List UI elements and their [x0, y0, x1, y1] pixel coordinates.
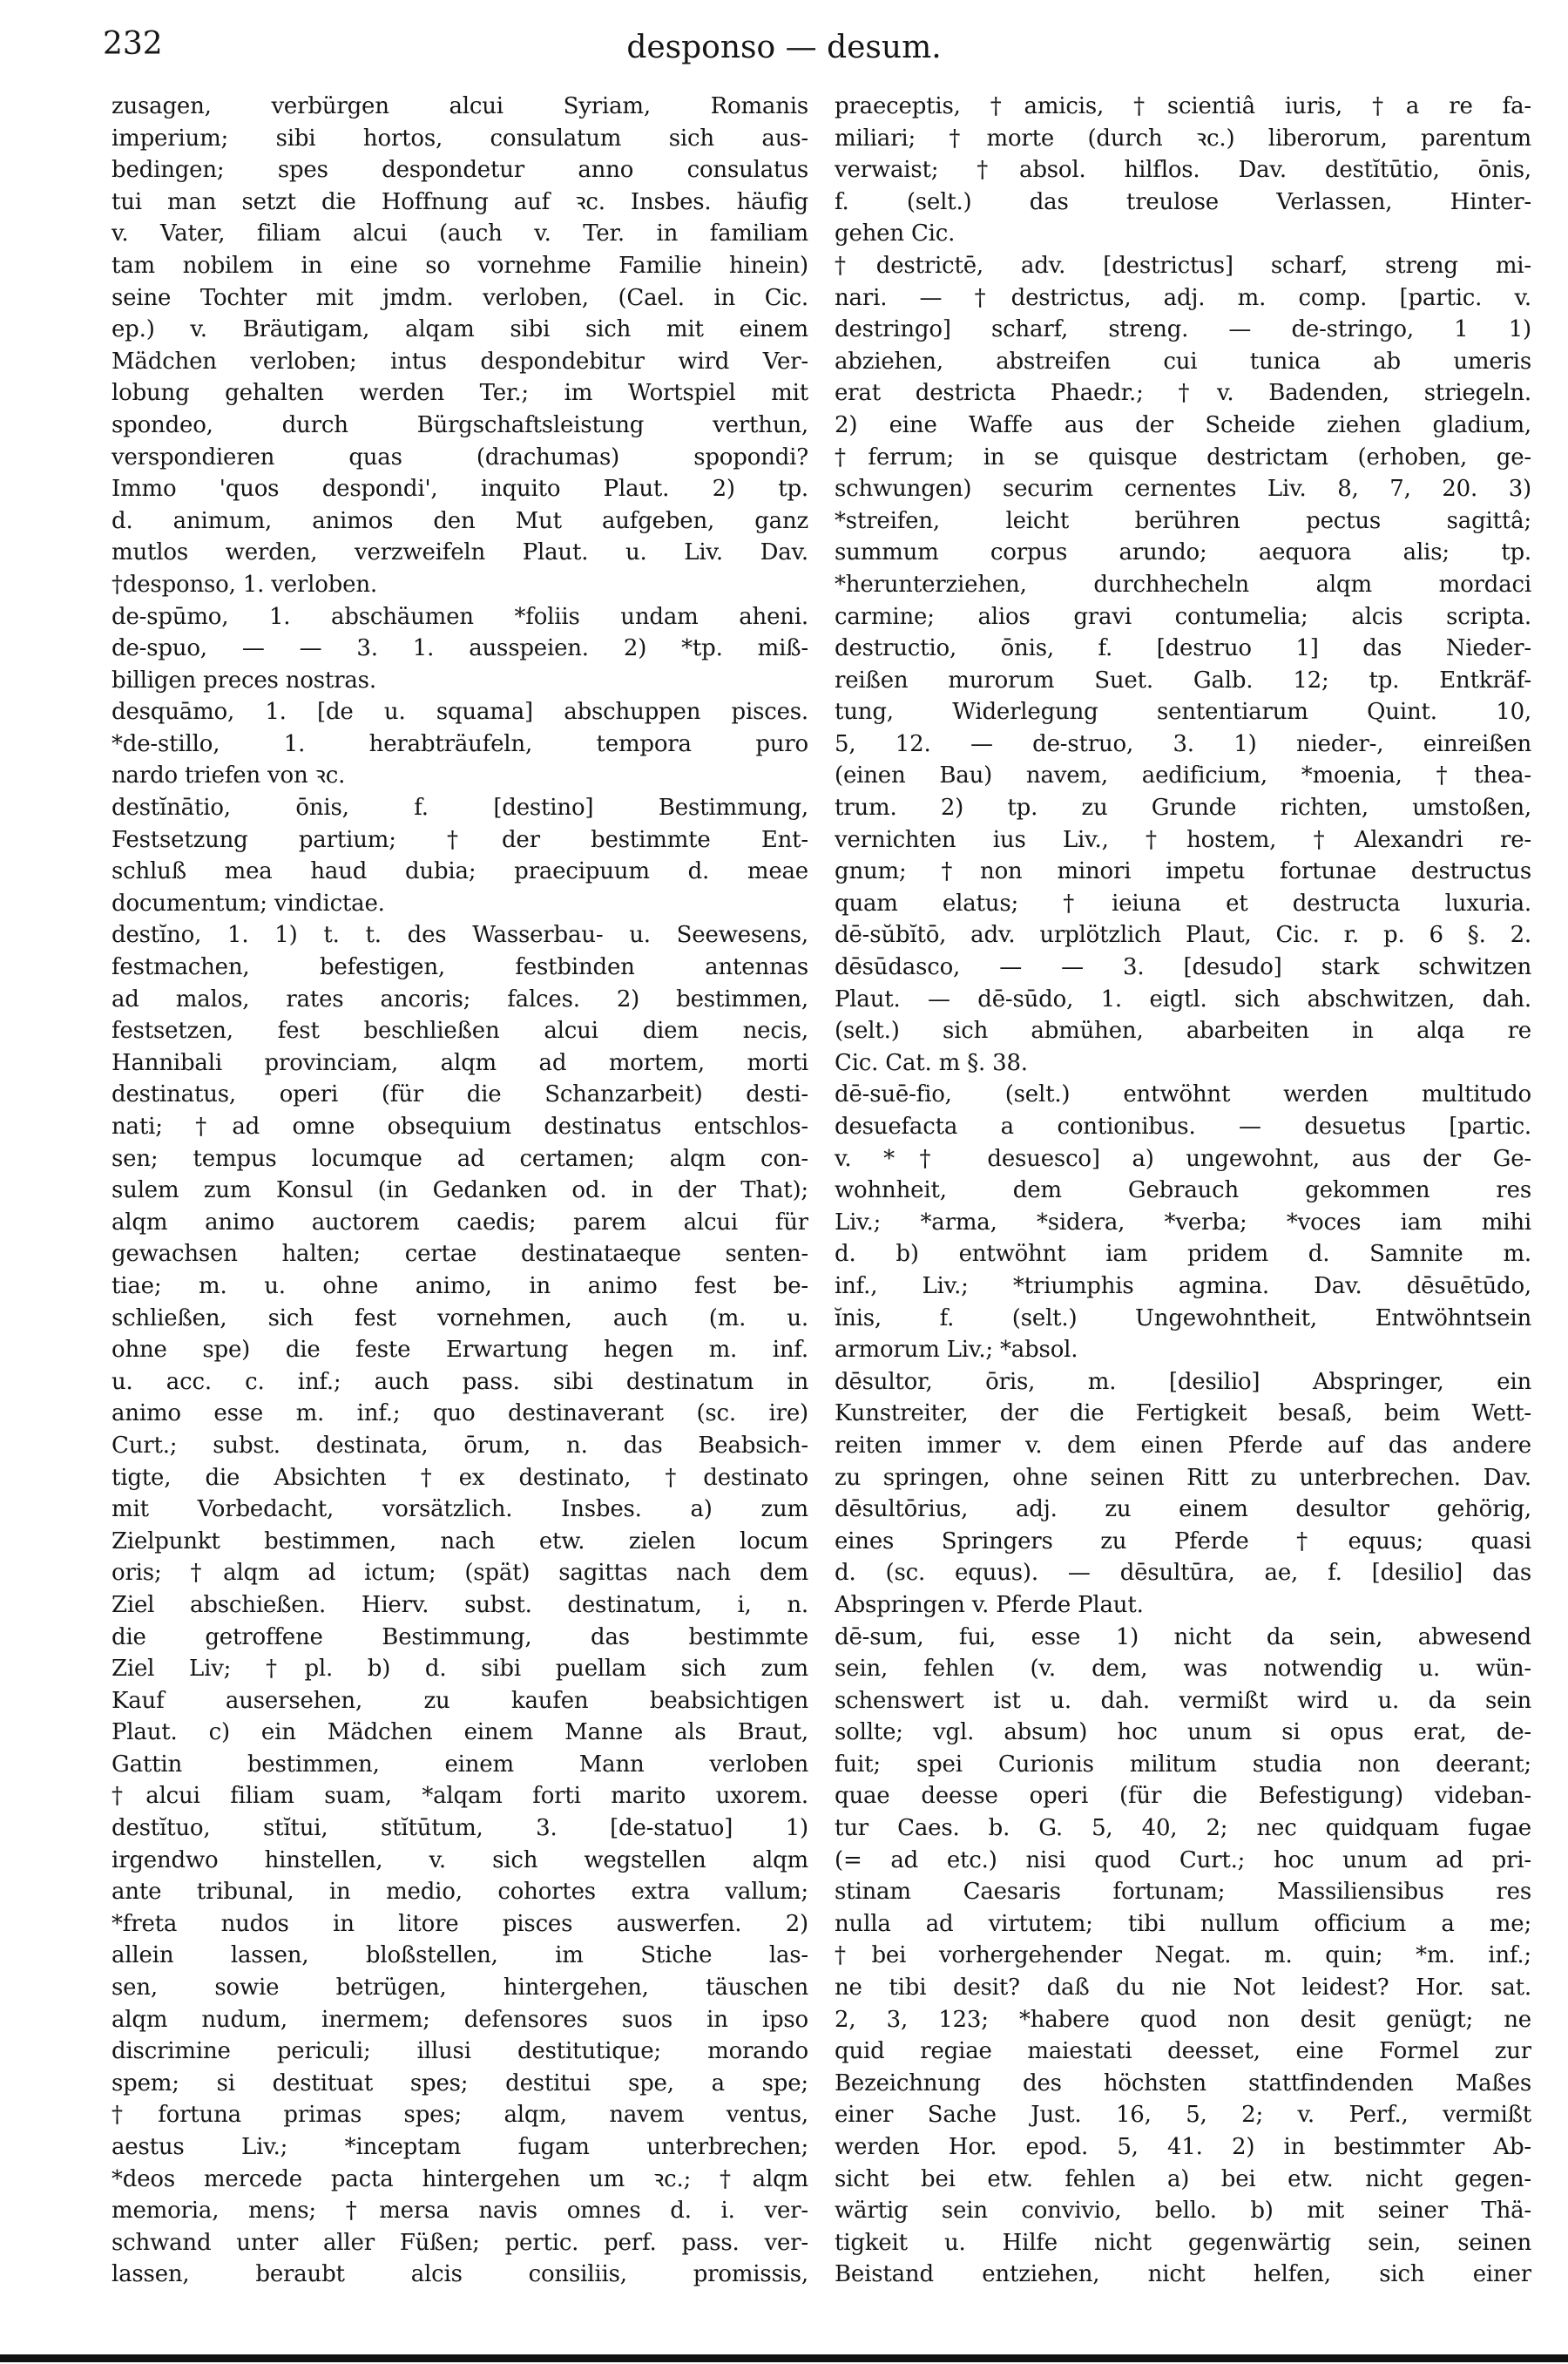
- text-line: reißen murorum Suet. Galb. 12; tp. Entkräf-: [835, 667, 1531, 694]
- text-line: †alcui filiam suam, *alqam forti marito uxorem.: [112, 1783, 808, 1810]
- text-line: †bei vorhergehender Negat. m. quin; *m. inf.;: [835, 1942, 1531, 1969]
- text-line: Hannibali provinciam, alqm ad mortem, morti: [112, 1049, 808, 1076]
- text-line: Abspringen v. Pferde Plaut.: [835, 1591, 1144, 1618]
- text-line: ad malos, rates ancoris; falces. 2) bestimmen,: [112, 986, 808, 1013]
- text-line: *freta nudos in litore pisces auswerfen. 2): [112, 1910, 808, 1937]
- text-line: destĭnātio, ōnis, f. [destino] Bestimmung,: [112, 795, 808, 822]
- text-line: destringo] scharf, streng. — de-stringo, 1 1): [835, 316, 1531, 343]
- text-line: d. animum, animos den Mut aufgeben, ganz: [112, 507, 808, 534]
- text-line: (selt.) sich abmühen, abarbeiten in alqa re: [835, 1018, 1531, 1045]
- text-line: dē-sum, fui, esse 1) nicht da sein, abwesend: [835, 1623, 1531, 1650]
- text-line: †fortuna primas spes; alqm, navem ventus,: [112, 2102, 808, 2129]
- text-line: d. (sc. equus). — dēsultūra, ae, f. [desilio] das: [835, 1560, 1531, 1587]
- text-line: reiten immer v. dem einen Pferde auf das andere: [835, 1432, 1531, 1459]
- text-line: †ferrum; in se quisque destrictam (erhoben, ge-: [835, 444, 1531, 471]
- text-line: quid regiae maiestati deesset, eine Formel zur: [835, 2038, 1531, 2065]
- text-line: verspondieren quas (drachumas) spopondi?: [112, 444, 808, 471]
- text-line: eines Springers zu Pferde †equus; quasi: [835, 1527, 1531, 1555]
- text-line: Ziel abschießen. Hierv. subst. destinatum, i, n.: [112, 1591, 808, 1618]
- text-line: nulla ad virtutem; tibi nullum officium a me;: [835, 1910, 1531, 1937]
- text-line: mit Vorbedacht, vorsätzlich. Insbes. a) zum: [112, 1496, 808, 1523]
- text-line: erat destricta Phaedr.; †v. Badenden, striegeln.: [835, 380, 1531, 407]
- text-line: Beistand entziehen, nicht helfen, sich einer: [835, 2261, 1531, 2288]
- text-line: sulem zum Konsul (in Gedanken od. in der That);: [112, 1177, 808, 1204]
- text-line: sen, sowie betrügen, hintergehen, täuschen: [112, 1975, 808, 2002]
- page-number: 232: [103, 26, 163, 62]
- running-head: desponso — desum.: [626, 30, 942, 65]
- text-line: zusagen, verbürgen alcui Syriam, Romanis: [112, 93, 808, 119]
- text-line: dēsūdasco, — — 3. [desudo] stark schwitzen: [835, 954, 1531, 981]
- text-line: (einen Bau) navem, aedificium, *moenia, †thea-: [835, 762, 1531, 789]
- text-line: summum corpus arundo; aequora alis; tp.: [835, 539, 1531, 566]
- text-line: ne tibi desit? daß du nie Not leidest? Hor. sat.: [835, 1975, 1531, 2002]
- text-line: schwungen) securim cernentes Liv. 8, 7, 20. 3): [835, 476, 1531, 503]
- text-line: seine Tochter mit jmdm. verloben, (Cael. in Cic.: [112, 284, 808, 311]
- text-line: destinatus, operi (für die Schanzarbeit) desti-: [112, 1081, 808, 1108]
- text-line: 5, 12. — de-struo, 3. 1) nieder-, einreißen: [835, 730, 1531, 757]
- text-line: Zielpunkt bestimmen, nach etw. zielen locum: [112, 1527, 808, 1555]
- text-line: nari. — †destrictus, adj. m. comp. [partic. v.: [835, 284, 1531, 311]
- text-line: Kunstreiter, der die Fertigkeit besaß, beim Wett-: [835, 1400, 1531, 1427]
- text-line: quae deesse operi (für die Befestigung) videban-: [835, 1783, 1531, 1810]
- text-line: zu springen, ohne seinen Ritt zu unterbrechen. Dav.: [835, 1464, 1531, 1491]
- text-line: desquāmo, 1. [de u. squama] abschuppen pisces.: [112, 699, 808, 726]
- text-line: alqm nudum, inermem; defensores suos in ipso: [112, 2006, 808, 2033]
- right-column: [835, 91, 1531, 2291]
- text-line: destĭno, 1. 1) t. t. des Wasserbau- u. Seewesens,: [112, 922, 808, 949]
- text-line: †desponso, 1. verloben.: [112, 571, 377, 598]
- text-line: tui man setzt die Hoffnung auf ꝛc. Insbes. häufig: [112, 188, 808, 215]
- scan-border: [0, 2354, 1568, 2362]
- text-line: festsetzen, fest beschließen alcui diem necis,: [112, 1018, 808, 1045]
- text-line: Mädchen verloben; intus despondebitur wird Ver-: [112, 348, 808, 375]
- text-line: v. *† desuesco] a) ungewohnt, aus der Ge-: [835, 1145, 1531, 1172]
- text-line: ep.) v. Bräutigam, alqam sibi sich mit einem: [112, 316, 808, 343]
- text-line: schwand unter aller Füßen; pertic. perf. pass. ver-: [112, 2229, 808, 2256]
- text-line: lassen, beraubt alcis consiliis, promissis,: [112, 2261, 808, 2288]
- text-line: dē-sŭbĭtō, adv. urplötzlich Plaut, Cic. r. p. 6 §. 2.: [835, 922, 1531, 949]
- text-line: Ziel Liv; †pl. b) d. sibi puellam sich zum: [112, 1656, 808, 1683]
- text-line: tur Caes. b. G. 5, 40, 2; nec quidquam fugae: [835, 1815, 1531, 1842]
- text-line: carmine; alios gravi contumelia; alcis scripta.: [835, 603, 1531, 630]
- text-line: verwaist; †absol. hilflos. Dav. destĭtūtio, ōnis,: [835, 157, 1531, 184]
- text-line: tigte, die Absichten †ex destinato, †destinato: [112, 1464, 808, 1491]
- text-line: mutlos werden, verzweifeln Plaut. u. Liv. Dav.: [112, 539, 808, 566]
- text-line: wärtig sein convivio, bello. b) mit seiner Thä-: [835, 2198, 1531, 2225]
- text-line: festmachen, befestigen, festbinden antennas: [112, 954, 808, 981]
- text-line: sein, fehlen (v. dem, was notwendig u. wün-: [835, 1656, 1531, 1683]
- text-line: schließen, sich fest vornehmen, auch (m. u.: [112, 1304, 808, 1331]
- text-line: miliari; †morte (durch ꝛc.) liberorum, parentum: [835, 125, 1531, 152]
- text-line: tiae; m. u. ohne animo, in animo fest be-: [112, 1272, 808, 1299]
- text-line: dēsultōrius, adj. zu einem desultor gehörig,: [835, 1496, 1531, 1523]
- text-line: armorum Liv.; *absol.: [835, 1337, 1078, 1364]
- text-line: Liv.; *arma, *sidera, *verba; *voces iam mihi: [835, 1209, 1531, 1236]
- text-line: documentum; vindictae.: [112, 890, 385, 917]
- text-line: praeceptis, †amicis, †scientiâ iuris, †a re fa-: [835, 93, 1531, 119]
- text-line: gnum; †non minori impetu fortunae destructus: [835, 858, 1531, 885]
- text-line: Cic. Cat. m §. 38.: [835, 1049, 1028, 1076]
- text-line: (= ad etc.) nisi quod Curt.; hoc unum ad pri-: [835, 1846, 1531, 1873]
- text-line: Immo 'quos despondi', inquito Plaut. 2) tp.: [112, 476, 808, 503]
- text-line: dē-suē-fio, (selt.) entwöhnt werden multitudo: [835, 1081, 1531, 1108]
- text-line: *deos mercede pacta hintergehen um ꝛc.; †alqm: [112, 2165, 808, 2192]
- text-line: Bezeichnung des höchsten stattfindenden Maßes: [835, 2069, 1531, 2096]
- text-line: ante tribunal, in medio, cohortes extra vallum;: [112, 1879, 808, 1906]
- text-line: Kauf ausersehen, zu kaufen beabsichtigen: [112, 1687, 808, 1714]
- text-line: tung, Widerlegung sententiarum Quint. 10,: [835, 699, 1531, 726]
- text-line: 2) eine Waffe aus der Scheide ziehen gladium,: [835, 411, 1531, 438]
- text-line: nati; †ad omne obsequium destinatus entschlos-: [112, 1114, 808, 1140]
- text-line: bedingen; spes despondetur anno consulatus: [112, 157, 808, 184]
- text-line: v. Vater, filiam alcui (auch v. Ter. in familiam: [112, 220, 808, 247]
- text-line: de-spūmo, 1. abschäumen *foliis undam aheni.: [112, 603, 808, 630]
- text-line: wohnheit, dem Gebrauch gekommen res: [835, 1177, 1531, 1204]
- text-line: dēsultor, ōris, m. [desilio] Abspringer, ein: [835, 1368, 1531, 1395]
- text-line: *streifen, leicht berühren pectus sagittâ;: [835, 507, 1531, 534]
- text-line: nardo triefen von ꝛc.: [112, 762, 346, 789]
- text-line: Curt.; subst. destinata, ōrum, n. das Beabsich-: [112, 1432, 808, 1459]
- text-line: tam nobilem in eine so vornehme Familie hinein): [112, 252, 808, 279]
- text-line: gehen Cic.: [835, 220, 956, 247]
- text-line: stinam Caesaris fortunam; Massiliensibus res: [835, 1879, 1531, 1906]
- text-line: irgendwo hinstellen, v. sich wegstellen alqm: [112, 1846, 808, 1873]
- text-line: sollte; vgl. absum) hoc unum si opus erat, de-: [835, 1719, 1531, 1746]
- text-line: billigen preces nostras.: [112, 667, 376, 694]
- text-line: animo esse m. inf.; quo destinaverant (sc. ire): [112, 1400, 808, 1427]
- text-line: Plaut. c) ein Mädchen einem Manne als Braut,: [112, 1719, 808, 1746]
- text-line: discrimine periculi; illusi destitutique; morando: [112, 2038, 808, 2065]
- text-line: spondeo, durch Bürgschaftsleistung verthun,: [112, 411, 808, 438]
- text-line: Festsetzung partium; †der bestimmte Ent-: [112, 826, 808, 853]
- text-line: abziehen, abstreifen cui tunica ab umeris: [835, 348, 1531, 375]
- text-line: gewachsen halten; certae destinataeque senten-: [112, 1241, 808, 1268]
- text-line: alqm animo auctorem caedis; parem alcui für: [112, 1209, 808, 1236]
- text-line: schenswert ist u. dah. vermißt wird u. da sein: [835, 1687, 1531, 1714]
- text-line: f. (selt.) das treulose Verlassen, Hinter-: [835, 188, 1531, 215]
- text-line: 2, 3, 123; *habere quod non desit genügt; ne: [835, 2006, 1531, 2033]
- text-line: oris; †alqm ad ictum; (spät) sagittas nach dem: [112, 1560, 808, 1587]
- text-line: tigkeit u. Hilfe nicht gegenwärtig sein, seinen: [835, 2229, 1531, 2256]
- text-line: werden Hor. epod. 5, 41. 2) in bestimmter Ab-: [835, 2134, 1531, 2160]
- text-line: allein lassen, bloßstellen, im Stiche las-: [112, 1942, 808, 1969]
- text-line: spem; si destituat spes; destitui spe, a spe;: [112, 2069, 808, 2096]
- text-line: Plaut. — dē-sūdo, 1. eigtl. sich abschwitzen, dah.: [835, 986, 1531, 1013]
- left-column: [112, 91, 808, 2291]
- text-line: imperium; sibi hortos, consulatum sich aus-: [112, 125, 808, 152]
- text-line: inf., Liv.; *triumphis agmina. Dav. dēsuētūdo,: [835, 1272, 1531, 1299]
- text-line: sicht bei etw. fehlen a) bei etw. nicht gegen-: [835, 2165, 1531, 2192]
- text-line: quam elatus; †ieiuna et destructa luxuria.: [835, 890, 1531, 917]
- text-line: fuit; spei Curionis militum studia non deerant;: [835, 1751, 1531, 1778]
- text-line: u. acc. c. inf.; auch pass. sibi destinatum in: [112, 1368, 808, 1395]
- text-line: de-spuo, — — 3. 1. ausspeien. 2) *tp. miß-: [112, 635, 808, 662]
- text-line: die getroffene Bestimmung, das bestimmte: [112, 1623, 808, 1650]
- text-line: memoria, mens; †mersa navis omnes d. i. ver-: [112, 2198, 808, 2225]
- text-line: Gattin bestimmen, einem Mann verloben: [112, 1751, 808, 1778]
- text-line: *herunterziehen, durchhecheln alqm mordaci: [835, 571, 1531, 598]
- text-line: lobung gehalten werden Ter.; im Wortspiel mit: [112, 380, 808, 407]
- text-line: schluß mea haud dubia; praecipuum d. meae: [112, 858, 808, 885]
- text-line: destructio, ōnis, f. [destruo 1] das Nieder-: [835, 635, 1531, 662]
- text-line: desuefacta a contionibus. — desuetus [partic.: [835, 1114, 1531, 1140]
- text-line: trum. 2) tp. zu Grunde richten, umstoßen,: [835, 795, 1531, 822]
- text-line: einer Sache Just. 16, 5, 2; v. Perf., vermißt: [835, 2102, 1531, 2129]
- text-line: destĭtuo, stĭtui, stĭtūtum, 3. [de-statuo] 1): [112, 1815, 808, 1842]
- text-line: ohne spe) die feste Erwartung hegen m. inf.: [112, 1337, 808, 1364]
- text-line: *de-stillo, 1. herabträufeln, tempora puro: [112, 730, 808, 757]
- text-line: aestus Liv.; *inceptam fugam unterbrechen;: [112, 2134, 808, 2160]
- text-line: d. b) entwöhnt iam pridem d. Samnite m.: [835, 1241, 1531, 1268]
- text-line: vernichten ius Liv., †hostem, †Alexandri re-: [835, 826, 1531, 853]
- text-line: †destrictē, adv. [destrictus] scharf, streng mi-: [835, 252, 1531, 279]
- text-line: sen; tempus locumque ad certamen; alqm con-: [112, 1145, 808, 1172]
- text-line: ĭnis, f. (selt.) Ungewohntheit, Entwöhntsein: [835, 1304, 1531, 1331]
